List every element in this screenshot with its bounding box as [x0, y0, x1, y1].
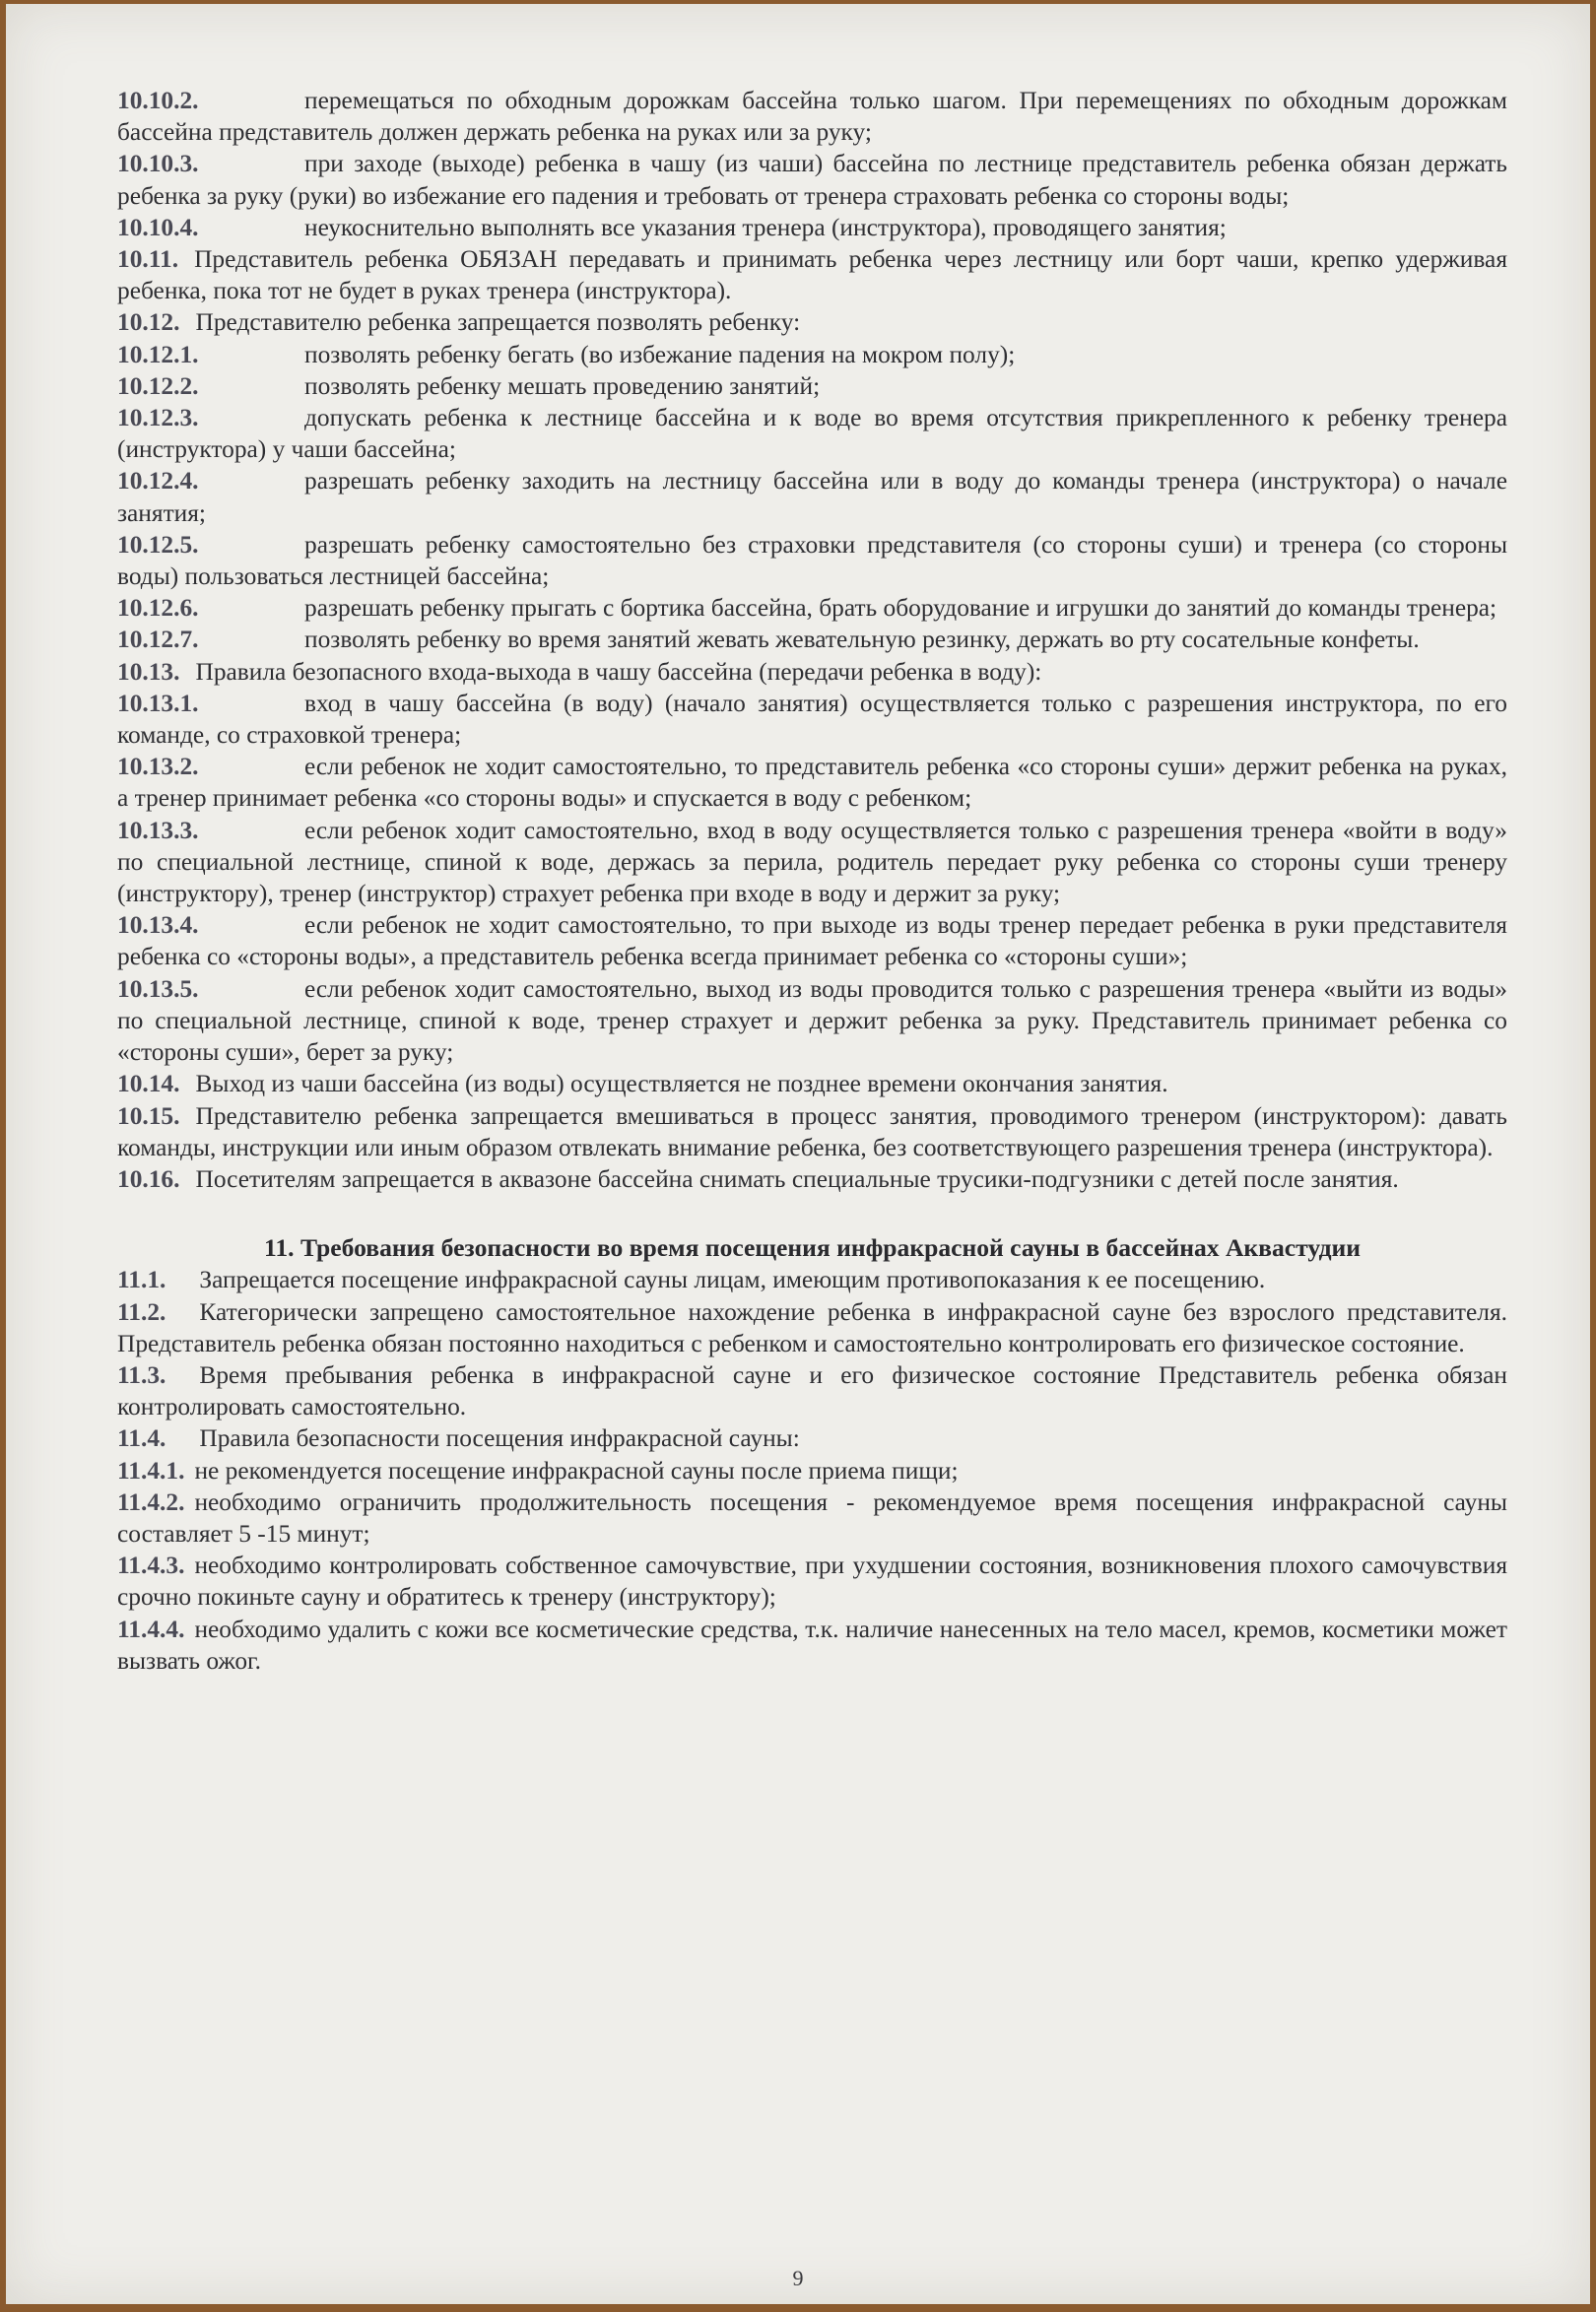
paragraph-text: Представителю ребенка запрещается позволять ребенку:: [195, 308, 801, 337]
paragraph-text: позволять ребенку мешать проведению занятий;: [304, 371, 821, 400]
paragraph-number: 10.13.1.: [117, 689, 199, 717]
paragraph-text: разрешать ребенку самостоятельно без страховки представителя (со стороны суши) и тренера (со стороны воды) пользоваться лестницей бассейна;: [117, 530, 1507, 591]
paragraph: [117, 815, 1507, 910]
paragraph-number: 10.12.6.: [117, 594, 199, 623]
paragraph-text: не рекомендуется посещение инфракрасной сауны после приема пищи;: [194, 1456, 959, 1485]
paragraph-number: 11.4.2.: [117, 1487, 185, 1516]
paragraph-text: вход в чашу бассейна (в воду) (начало занятия) осуществляется только с разрешения инструктора, по его команде, со страховкой тренера;: [117, 689, 1507, 750]
paragraph-text: если ребенок не ходит самостоятельно, то при выходе из воды тренер передает ребенка в руки представителя ребенка со «стороны воды», а представитель ребенка всегда принимает ребенка со «стороны суши»;: [117, 911, 1507, 971]
paragraph: [117, 1068, 1507, 1099]
paragraph: [117, 1486, 1507, 1550]
document-body: [117, 85, 1507, 1677]
paragraph-text: необходимо ограничить продолжительность посещения - рекомендуемое время посещения инфракрасной сауны составляет 5 -15 минут;: [117, 1487, 1507, 1548]
paragraph: [117, 1422, 1507, 1454]
paragraph: [117, 402, 1507, 465]
paragraph: [117, 370, 1507, 402]
paragraph-number: 10.12.7.: [117, 626, 199, 654]
paragraph: [117, 1163, 1507, 1195]
paragraph: [117, 656, 1507, 688]
paragraph-text: Посетителям запрещается в аквазоне бассейна снимать специальные трусики-подгузники с детей после занятия.: [195, 1164, 1399, 1193]
paragraph-number: 10.13.5.: [117, 974, 199, 1003]
paragraph-number: 10.11.: [117, 245, 179, 274]
paragraph: [117, 1550, 1507, 1613]
paragraph-number: 11.4.4.: [117, 1615, 185, 1643]
paragraph-text: позволять ребенку бегать (во избежание падения на мокром полу);: [304, 340, 1016, 368]
paragraph-text: Категорически запрещено самостоятельное нахождение ребенка в инфракрасной сауне без взрослого представителя. Представитель ребенка обязан постоянно находиться с ребенком и самостоятельно контролировать его физическое состояние.: [117, 1297, 1507, 1357]
paragraph-text: Представителю ребенка запрещается вмешиваться в процесс занятия, проводимого тренером (инструктором): давать команды, инструкции или иным образом отвлекать внимание ребенка, без соответствующего разрешения тренера (инструктора).: [117, 1101, 1507, 1161]
paragraph: [117, 1614, 1507, 1677]
paragraph-text: Правила безопасности посещения инфракрасной сауны:: [199, 1424, 800, 1453]
paragraph-text: необходимо контролировать собственное самочувствие, при ухудшении состояния, возникновения плохого самочувствия срочно покиньте сауну и обратитесь к тренеру (инструктору);: [117, 1552, 1507, 1612]
paragraph-number: 10.13.4.: [117, 911, 199, 940]
paragraph-text: при заходе (выходе) ребенка в чашу (из чаши) бассейна по лестнице представитель ребенка обязан держать ребенка за руку (руки) во избежание его падения и требовать от тренера страховать ребенка со стороны воды;: [117, 150, 1507, 210]
paragraph-number: 10.12.: [117, 308, 180, 337]
paragraph-text: позволять ребенку во время занятий жевать жевательную резинку, держать во рту сосательные конфеты.: [304, 626, 1420, 654]
paragraph: [117, 339, 1507, 370]
paragraph: [117, 751, 1507, 814]
paragraph-text: если ребенок ходит самостоятельно, выход из воды проводится только с разрешения тренера «выйти из воды» по специальной лестнице, спиной к воде, тренер страхует и держит ребенка за руку. Представитель принимает ребенка со «стороны суши», берет за руку;: [117, 974, 1507, 1067]
paragraph-number: 10.10.3.: [117, 150, 199, 178]
paragraph: [117, 212, 1507, 243]
paragraph: [117, 1264, 1507, 1295]
paragraph: [117, 1455, 1507, 1486]
paragraph-text: Время пребывания ребенка в инфракрасной сауне и его физическое состояние Представитель ребенка обязан контролировать самостоятельно.: [117, 1360, 1507, 1421]
section-heading: 11. Требования безопасности во время посещения инфракрасной сауны в бассейнах Аквастудии: [263, 1233, 1362, 1263]
paragraph: [117, 592, 1507, 624]
paragraph-text: допускать ребенка к лестнице бассейна и к воде во время отсутствия прикрепленного к ребенку тренера (инструктора) у чаши бассейна;: [117, 404, 1507, 464]
paragraph: [117, 306, 1507, 338]
paragraph-text: Правила безопасного входа-выхода в чашу бассейна (передачи ребенка в воду):: [195, 657, 1042, 686]
paragraph-text: перемещаться по обходным дорожкам бассейна только шагом. При перемещениях по обходным дорожкам бассейна представитель должен держать ребенка на руках или за руку;: [117, 87, 1507, 147]
paragraph-number: 10.12.3.: [117, 404, 199, 432]
paragraph-number: 10.12.5.: [117, 530, 199, 559]
paragraph-text: Представитель ребенка ОБЯЗАН передавать и принимать ребенка через лестницу или борт чаши, крепко удерживая ребенка, пока тот не будет в руках тренера (инструктора).: [117, 245, 1507, 305]
paragraph-number: 10.13.2.: [117, 753, 199, 781]
paragraph-text: Запрещается посещение инфракрасной сауны лицам, имеющим противопоказания к ее посещению.: [199, 1266, 1266, 1294]
paragraph: [117, 465, 1507, 528]
paragraph-number: 11.4.: [117, 1424, 166, 1453]
paragraph: [117, 529, 1507, 592]
paragraph-number: 10.15.: [117, 1101, 180, 1130]
section-11-paragraphs: [117, 1264, 1507, 1677]
paragraph-number: 10.13.3.: [117, 816, 199, 844]
paragraph: [117, 243, 1507, 306]
paragraph: [117, 148, 1507, 211]
paragraph-text: необходимо удалить с кожи все косметические средства, т.к. наличие нанесенных на тело масел, кремов, косметики может вызвать ожог.: [117, 1615, 1507, 1675]
paragraph-number: 11.3.: [117, 1360, 166, 1389]
paragraph-text: разрешать ребенку прыгать с бортика бассейна, брать оборудование и игрушки до занятий до команды тренера;: [304, 594, 1497, 623]
paragraph-number: 10.12.4.: [117, 467, 199, 495]
paragraph-number: 10.12.1.: [117, 340, 199, 368]
paragraph-number: 10.10.4.: [117, 213, 199, 241]
paragraph-number: 10.16.: [117, 1164, 180, 1193]
paragraph-text: Выход из чаши бассейна (из воды) осуществляется не позднее времени окончания занятия.: [195, 1070, 1168, 1098]
section-10-paragraphs: [117, 85, 1507, 1195]
paragraph-number: 10.12.2.: [117, 371, 199, 400]
paragraph-number: 11.2.: [117, 1297, 166, 1326]
paragraph: [117, 973, 1507, 1069]
paragraph-text: если ребенок ходит самостоятельно, вход в воду осуществляется только с разрешения тренера «войти в воду» по специальной лестнице, спиной к воде, держась за перила, родитель передает руку ребенка со стороны суши тренеру (инструктору), тренер (инструктор) страхует ребенка при входе в воду и держит за руку;: [117, 816, 1507, 908]
paragraph: [117, 85, 1507, 148]
paragraph: [117, 1296, 1507, 1359]
paragraph: [117, 624, 1507, 655]
paragraph-text: разрешать ребенку заходить на лестницу бассейна или в воду до команды тренера (инструктора) о начале занятия;: [117, 467, 1507, 527]
paragraph: [117, 1100, 1507, 1163]
paragraph-number: 11.4.3.: [117, 1552, 185, 1580]
paragraph: [117, 688, 1507, 751]
paragraph-number: 10.14.: [117, 1070, 180, 1098]
paragraph: [117, 1359, 1507, 1422]
paragraph-number: 11.4.1.: [117, 1456, 185, 1485]
paragraph-text: неукоснительно выполнять все указания тренера (инструктора), проводящего занятия;: [304, 213, 1227, 241]
page-number: 9: [792, 2266, 804, 2290]
paragraph-number: 10.10.2.: [117, 87, 199, 114]
paragraph-number: 10.13.: [117, 657, 180, 686]
paragraph-text: если ребенок не ходит самостоятельно, то представитель ребенка «со стороны суши» держит ребенка на руках, а тренер принимает ребенка «со стороны воды» и спускается в воду с ребенком;: [117, 753, 1507, 813]
paragraph-number: 11.1.: [117, 1266, 166, 1294]
paragraph: [117, 909, 1507, 972]
